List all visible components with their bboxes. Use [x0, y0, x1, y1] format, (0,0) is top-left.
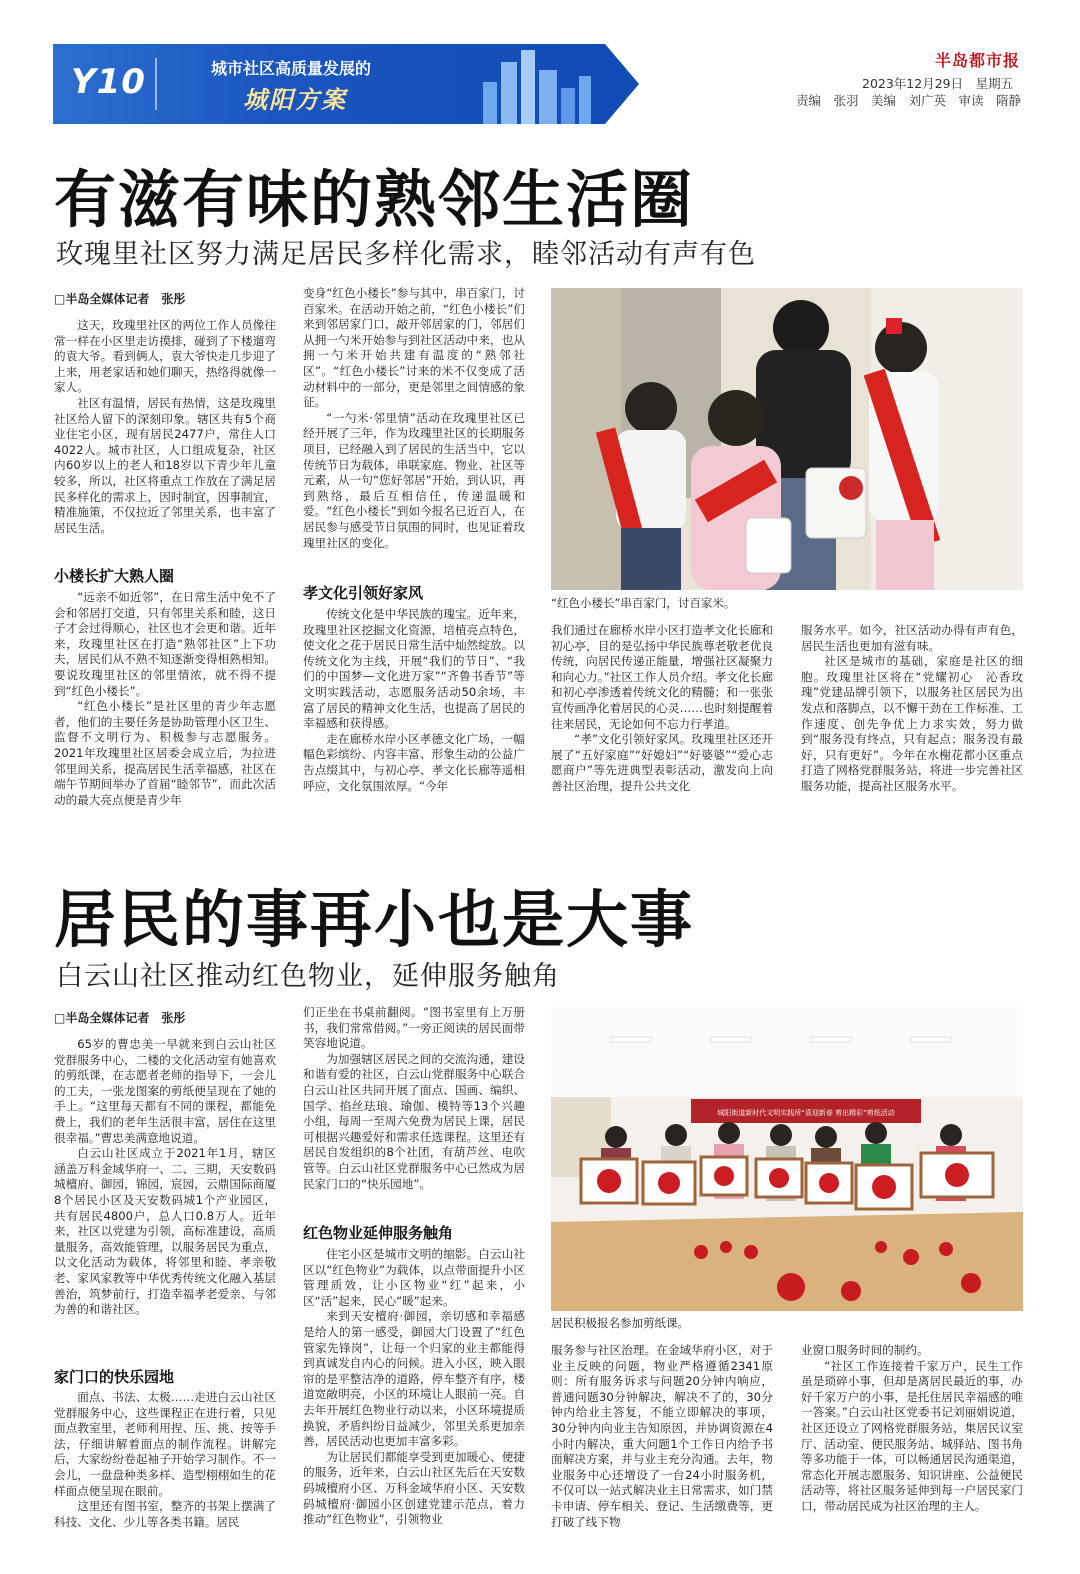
section-title-line1: 城市社区高质量发展的: [211, 59, 372, 78]
article1-col4: [801, 623, 1023, 795]
paragraph: “远亲不如近邻”，在日常生活中免不了会和邻居打交道，只有邻里关系和睦，这日子才会过得顺心，社区也才会更和谐。近年来，玫瑰里社区在打造“熟邻社区”上下功夫，居民们从不熟不知逐渐变得相熟相知。要说玫瑰里社区的邻里情浓，就不得不提到“红色小楼长”。: [54, 590, 276, 698]
page-number: Y10: [71, 62, 146, 102]
section-title-line2: 城阳方案: [243, 86, 347, 114]
children-photo-illustration: [551, 288, 1023, 590]
article2-byline: □半岛全媒体记者 张彤: [54, 1011, 186, 1025]
article1-col2-bottom: [303, 607, 525, 794]
paragraph: 们正坐在书桌前翻阅。“图书室里有上万册书，我们常常借阅。”一旁正阅读的居民面带笑容地说道。: [303, 1005, 525, 1051]
banner-arrow: [605, 44, 639, 124]
article2-col1-bottom: [54, 1390, 276, 1530]
skyline-graphic: [473, 48, 603, 124]
paragraph: 白云山社区成立于2021年1月，辖区涵盖万科金域华府一、二、三期，天安数码城檀府、御园，锦园，宸园，云鼎国际商厦8个居民小区及天安数码城1个产业园区，共有居民4800户，总人口0.8万人。近年来，社区以党建为引领，高标准建设，高质量服务，高效能管理，以服务居民为重点，以文化活动为载体，将邻里和睦、孝亲敬老、家风家教等中华优秀传统文化融入基层善治，筑梦前行，打造幸福孝老爱亲、与邻为善的和谐社区。: [54, 1146, 276, 1317]
paragraph: 面点、书法、太极……走进白云山社区党群服务中心，这些课程正在进行着，只见面点教室里，老师利用捏、压、挑、按等手法，仔细讲解着面点的制作流程。讲解完后，大家纷纷卷起袖子开始学习制作。不一会儿，一盘盘种类多样、造型栩栩如生的花样面点便呈现在眼前。: [54, 1390, 276, 1498]
article2-photo-caption: 居民积极报名参加剪纸课。: [551, 1316, 689, 1330]
paragraph: 我们通过在廊桥水岸小区打造孝文化长廊和初心亭，目的是弘扬中华民族尊老敬老优良传统，向居民传递正能量，增强社区凝聚力和向心力。”社区工作人员介绍。孝文化长廊和初心亭渗透着传统文化的精髓；和一张张宣传画净化着居民的心灵……也时刻提醒着往来居民，无论如何不忘力行孝道。: [551, 623, 773, 731]
paragraph: “一勺米·邻里情”活动在玫瑰里社区已经开展了三年，作为玫瑰里社区的长期服务项目，已经融入到了居民的生活当中，它以传统节日为载体，串联家庭、物业、社区等元素，从一句“您好邻居”开始，到认识，再到熟络，最后互相信任，传递温暖和爱。“红色小楼长”到如今报名已近百人，在居民参与感受节日氛围的同时，也见证着玫瑰里社区的变化。: [303, 410, 525, 550]
article1-photo: [551, 288, 1023, 590]
editor-credits: 责编 张羽 美编 刘广英 审读 隋静: [796, 93, 1022, 108]
article1-col2-top: [303, 286, 525, 551]
article2-subhead1: 家门口的快乐园地: [54, 1368, 175, 1386]
article2-subhead2: 红色物业延伸服务触角: [303, 1224, 454, 1242]
paragraph: 服务水平。如今，社区活动办得有声有色，居民生活也更加有滋有味。: [801, 623, 1023, 653]
newspaper-logo: 半岛都市报: [935, 51, 1021, 70]
paragraph: 来到天安檀府·御园，亲切感和幸福感是给人的第一感受，御园大门设置了“红色管家先锋岗”，让每一个归家的业主都能得到真诚发自内心的问候。进入小区，映入眼帘的是平整洁净的道路，停车整齐有序，楼道宽敞明亮，小区的环境让人眼前一亮。自去年开展红色物业行动以来，小区环境提质换貌，矛盾纠纷日益减少，邻里关系更加亲善，居民活动也更加丰富多彩。: [303, 1309, 525, 1449]
article2-title: 居民的事再小也是大事: [54, 883, 695, 956]
paragraph: “红色小楼长”是社区里的青少年志愿者，他们的主要任务是协助管理小区卫生、监督不文明行为、积极参与志愿服务。2021年玫瑰里社区居委会成立后，为拉进邻里间关系，提高居民生活幸福感，社区在端午节期间举办了首届“睦邻节”，而此次活动的最大亮点便是青少年: [54, 699, 276, 807]
article2-col2-bottom: [303, 1247, 525, 1528]
article2-col2-top: [303, 1005, 525, 1192]
article1-col3: [551, 623, 773, 795]
article2-col4: [801, 1343, 1023, 1515]
paragraph: 这里还有图书室，整齐的书架上摆满了科技、文化、少儿等各类书籍。居民: [54, 1499, 276, 1529]
banner-text: 城阳街道新时代文明实践所“喜迎新春 剪出精彩”剪纸活动: [717, 1109, 895, 1117]
divider: [155, 58, 157, 110]
article2-photo: [551, 1007, 1023, 1311]
article1-byline: □半岛全媒体记者 张彤: [54, 292, 186, 306]
paragraph: 服务参与社区治理。在金域华府小区，对于业主反映的问题，物业严格遵循2341原则：所有服务诉求与问题20分钟内响应，普通问题30分钟解决，解决不了的，30分钟内给业主答复，不能立即解决的事项，30分钟内向业主告知原因，并协调资源在4小时内解决，重大问题1个工作日内给予书面解决方案，并与业主充分沟通。去年，物业服务中心还增设了一台24小时服务机，不仅可以一站式解决业主日常需求，如门禁卡申请、停车相关、登记、生活缴费等，更打破了线下物: [551, 1343, 773, 1529]
paragraph: 业窗口服务时间的制约。: [801, 1343, 929, 1357]
paragraph: 传统文化是中华民族的瑰宝。近年来，玫瑰里社区挖掘文化资源，培植亮点特色，使文化之花于居民日常生活中灿然绽放。以传统文化为主线，开展“我们的节日”、“我们的中国梦—文化进万家”“齐鲁书香节”等文明实践活动，志愿服务活动50余场，丰富了居民的精神文化生活，也提高了居民的幸福感和获得感。: [303, 607, 525, 731]
article1-subtitle: 玫瑰里社区努力满足居民多样化需求，睦邻活动有声有色: [56, 239, 756, 270]
section-banner: [53, 44, 605, 124]
date-line: 2023年12月29日 星期五: [862, 76, 1014, 91]
paragraph: 变身“红色小楼长”参与其中，串百家门，讨百家米。在活动开始之前，“红色小楼长”们来到邻居家门口，敲开邻居家的门，邻居们从拥一勺米开始参与到社区活动中来，也从拥一勺米开始共建有温度的“熟邻社区”。“红色小楼长”讨来的米不仅变成了活动材料中的一部分，更是邻里之间情感的象征。: [303, 286, 525, 410]
paragraph: 社区有温情，居民有热情，这是玫瑰里社区给人留下的深刻印象。辖区共有5个商业住宅小区，现有居民2477户，常住人口4022人。城市社区，人口组成复杂，社区内60岁以上的老人和18岁以下青少年儿童较多，所以，社区将重点工作放在了满足居民多样化的需求上，因时制宜，因事制宜，精准施策，不仅拉近了邻里关系，也丰富了居民生活。: [54, 395, 276, 535]
article1-col1-bottom: [54, 590, 276, 808]
article1-subhead1: 小楼长扩大熟人圈: [54, 567, 175, 585]
article1-photo-caption: “红色小楼长”串百家门，讨百家米。: [551, 596, 736, 610]
paragraph: 为让居民们都能享受到更加暖心、便捷的服务，近年来，白云山社区先后在天安数码城檀府小区、万科金域华府小区、天安数码城檀府·御园小区创建党建示范点，着力推动“红色物业”，引领物业: [303, 1449, 525, 1527]
paragraph: 走在廊桥水岸小区孝德文化广场，一幅幅色彩缤纷、内容丰富、形象生动的公益广告点缀其中，与初心亭、孝文化长廊等遥相呼应，文化氛围浓厚。“今年: [303, 731, 525, 793]
paragraph: 住宅小区是城市文明的缩影。白云山社区以“红色物业”为载体，以点带面提升小区管理质效，让小区物业“红”起来，小区“活”起来，民心“暖”起来。: [303, 1247, 525, 1308]
paragraph: 这天，玫瑰里社区的两位工作人员像往常一样在小区里走访摸排，碰到了下楼遛弯的袁大爷。看到俩人，袁大爷快走几步迎了上来，用老家话和她们聊天，热络得就像一家人。: [54, 318, 276, 395]
article1-title: 有滋有味的熟邻生活圈: [54, 163, 695, 236]
article2-col3: [551, 1343, 773, 1530]
paragraph: 社区是城市的基础，家庭是社区的细胞。玫瑰里社区将在“党耀初心 沁香玫瑰”党建品牌引领下，以服务社区居民为出发点和落脚点，以不懈干劲在工作标准、工作速度、创先争优上力求实效，努力做到“服务没有终点，只有起点；服务没有最好，只有更好”。今年在水榭花都小区重点打造了网格党群服务站，将进一步完善社区服务功能，提高社区服务水平。: [801, 654, 1023, 793]
article2-subtitle: 白云山社区推动红色物业，延伸服务触角: [56, 961, 560, 992]
paragraph: 为加强辖区居民之间的交流沟通，建设和谐有爱的社区，白云山党群服务中心联合白云山社区共同开展了面点、国画、编织、国学、掐丝珐琅、瑜伽、模特等13个兴趣小组，每周一至周六免费为居民上课，居民可根据兴趣爱好和需求任选课程。这里还有居民自发组织的8个社团，有葫芦丝、电吹管等。白云山社区党群服务中心已然成为居民家门口的“快乐园地”。: [303, 1051, 525, 1191]
article2-col1-top: [54, 1037, 276, 1318]
article1-subhead2: 孝文化引领好家风: [303, 584, 424, 602]
article1-col1-top: [54, 318, 276, 536]
paragraph: “社区工作连接着千家万户，民生工作虽是琐碎小事，但却是离居民最近的事，办好千家万户的小事，是托住居民幸福感的唯一答案。”白云山社区党委书记刘丽娟说道，社区还设立了网格党群服务站，集居民议室厅、活动室、便民服务站、城驿站、图书角等多功能于一体，可以畅通居民沟通渠道，常态化开展志愿服务、知识讲座、公益便民活动等，将社区服务延伸到每一户居民家门口，带动居民成为社区治理的主人。: [801, 1358, 1023, 1513]
paragraph: 65岁的曹忠美一早就来到白云山社区党群服务中心，二楼的文化活动室有她喜欢的剪纸课，在志愿者老师的指导下，一会儿的工夫，一张龙图案的剪纸便呈现在了她的手上。“这里每天都有不同的课程，都能免费上，我们的老年生活很丰富，居住在这里很幸福。”曹忠美满意地说道。: [54, 1037, 276, 1145]
paragraph: “孝”文化引领好家风。玫瑰里社区还开展了“五好家庭”“好媳妇”“好婆婆”“爱心志愿商户”等先进典型表彰活动，激发向上向善社区治理，提升公共文化: [551, 732, 773, 793]
papercut-class-photo-illustration: [551, 1007, 1023, 1311]
